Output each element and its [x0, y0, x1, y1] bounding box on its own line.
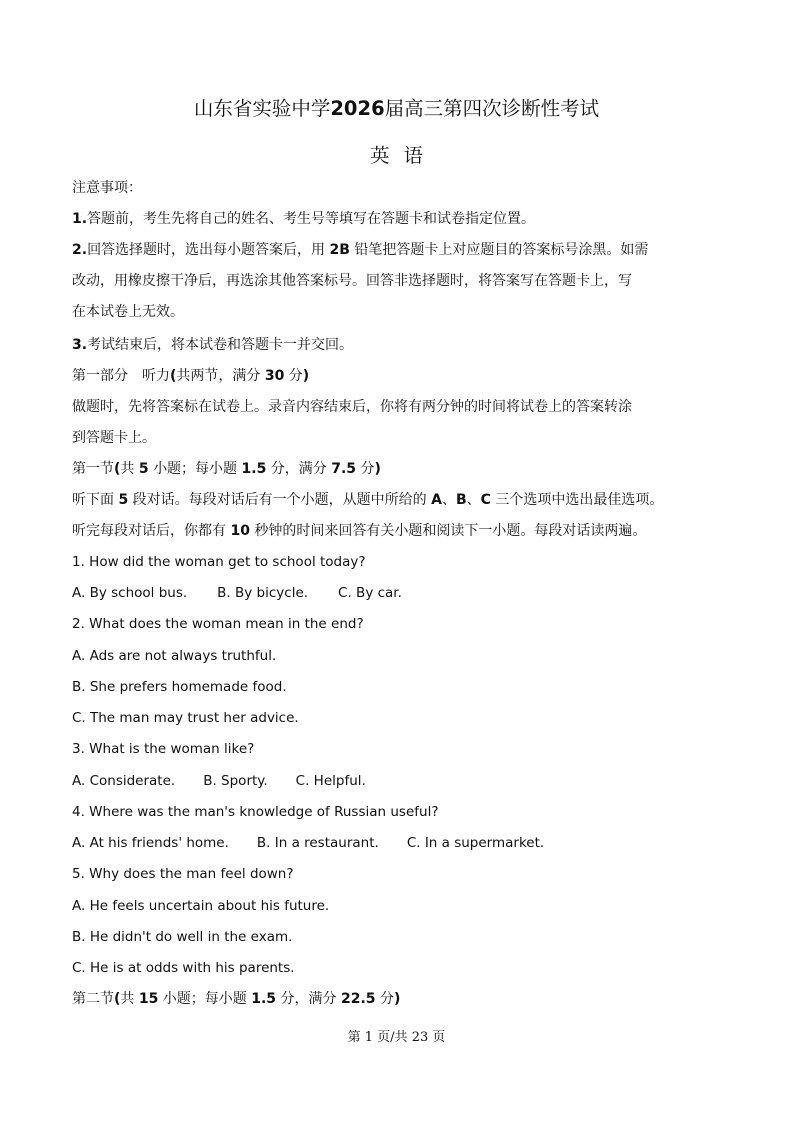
notice-item-2-line-3: 在本试卷上无效。 — [72, 304, 184, 320]
option-a: A. Considerate. — [72, 773, 176, 789]
question-3: 3. What is the woman like? — [72, 741, 255, 757]
question-1-options — [72, 584, 402, 602]
question-4-options — [72, 834, 544, 852]
option-c: C. By car. — [338, 585, 402, 601]
question-5-option-a: A. He feels uncertain about his future. — [72, 898, 330, 914]
option-c: C. In a supermarket. — [406, 835, 545, 851]
page-footer: 第 1 页/共 23 页 — [347, 1030, 446, 1045]
notice-item-2-line-2: 改动，用橡皮擦干净后，再选涂其他答案标号。回答非选择题时，将答案写在答题卡上，写 — [72, 273, 632, 289]
question-2-option-b: B. She prefers homemade food. — [72, 679, 287, 695]
section1-heading: 第一节(共 5 小题；每小题 1.5 分，满分 7.5 分) — [72, 461, 381, 477]
option-a: A. By school bus. — [72, 585, 188, 601]
part1-heading: 第一部分 听力(共两节，满分 30 分) — [72, 368, 310, 384]
option-b: B. By bicycle. — [217, 585, 309, 601]
section1-instruction-1: 听下面 5 段对话。每段对话后有一个小题，从题中所给的 A、B、C 三个选项中选出最佳选项。 — [72, 492, 664, 508]
section2-heading: 第二节(共 15 小题；每小题 1.5 分，满分 22.5 分) — [72, 991, 401, 1007]
section1-instruction-2: 听完每段对话后，你都有 10 秒钟的时间来回答有关小题和阅读下一小题。每段对话读两遍。 — [72, 523, 647, 539]
exam-title: 山东省实验中学2026届高三第四次诊断性考试 — [193, 97, 600, 120]
question-5-option-c: C. He is at odds with his parents. — [72, 960, 295, 976]
question-3-options — [72, 772, 366, 790]
subject-title: 英语 — [369, 144, 437, 167]
option-a: A. At his friends' home. — [72, 835, 229, 851]
question-2-option-a: A. Ads are not always truthful. — [72, 648, 277, 664]
notice-item-1: 1.答题前，考生先将自己的姓名、考生号等填写在答题卡和试卷指定位置。 — [72, 211, 536, 227]
question-5: 5. Why does the man feel down? — [72, 866, 294, 882]
option-b: B. In a restaurant. — [256, 835, 379, 851]
part1-instruction-line-1: 做题时，先将答案标在试卷上。录音内容结束后，你将有两分钟的时间将试卷上的答案转涂 — [72, 399, 632, 415]
question-1: 1. How did the woman get to school today? — [72, 554, 366, 570]
notice-heading: 注意事项： — [72, 180, 142, 196]
question-2-option-c: C. The man may trust her advice. — [72, 710, 299, 726]
question-2: 2. What does the woman mean in the end? — [72, 616, 364, 632]
question-5-option-b: B. He didn't do well in the exam. — [72, 929, 293, 945]
notice-item-3: 3.考试结束后，将本试卷和答题卡一并交回。 — [72, 337, 354, 353]
notice-item-2: 2.回答选择题时，选出每小题答案后，用 2B 铅笔把答题卡上对应题目的答案标号涂黑。如需 — [72, 242, 649, 258]
option-b: B. Sporty. — [203, 773, 268, 789]
option-c: C. Helpful. — [295, 773, 366, 789]
question-4: 4. Where was the man's knowledge of Russian useful? — [72, 804, 439, 820]
part1-instruction-line-2: 到答题卡上。 — [72, 430, 156, 446]
